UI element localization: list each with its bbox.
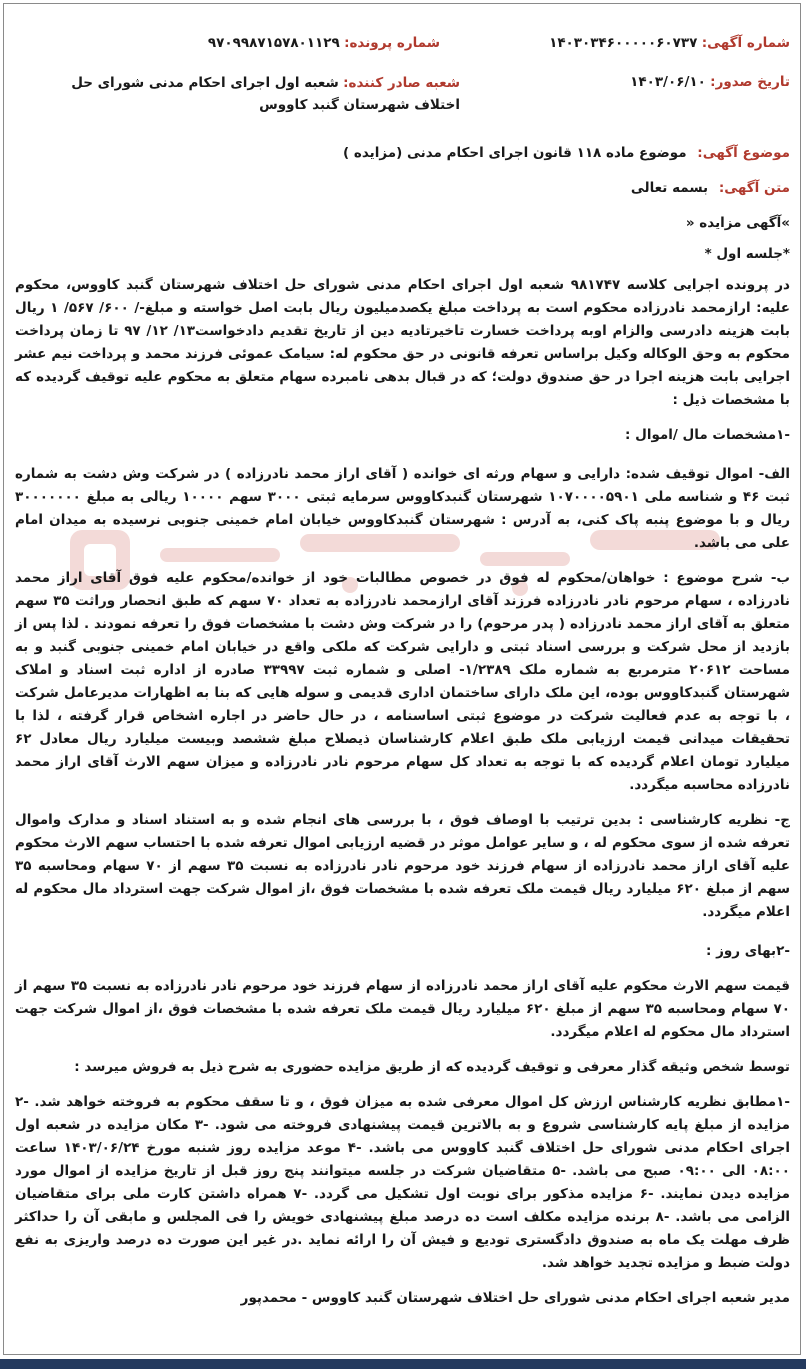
issuer-row (40, 72, 460, 116)
issuer-label: شعبه صادر کننده: (343, 75, 460, 91)
subject-text: موضوع ماده ۱۱۸ قانون اجرای احکام مدنی (مزایده ) (343, 145, 687, 161)
section2-title: -۲بهای روز : (705, 943, 790, 959)
body-intro-row (15, 177, 790, 200)
issue-date-label: تاریخ صدور: (710, 74, 790, 90)
issue-date-row (630, 72, 790, 92)
body-intro-label: متن آگهی: (718, 180, 790, 196)
notice-title: »آگهی مزایده « (685, 215, 790, 231)
price-paragraph: قیمت سهم الارث محکوم علیه آقای اراز محمد نادرزاده از سهام فرزند خود مرحوم نادر نادرزاده به نسبت ۳۵ سهم از ۷۰ سهام ومحاسبه ۳۵ سهم از مبلغ ۶۲۰ میلیارد ریال قیمت ملک تعرفه شده با مشخصات فوق ،از اموال شرکت جهت استرداد مال محکوم له اعلام میگردد. (15, 978, 791, 1040)
paragraph-jim: ج- نظریه کارشناسی : بدین ترتیب با اوصاف فوق ، با بررسی های انجام شده و به استناد اسناد و مدارک واموال تعرفه شده از سوی محکوم له ، و سایر عوامل موثر در قضیه ارزیابی اموال تعرفه شده با احتساب سهم الارث محکوم علیه آقای اراز محمد نادرزاده از سهام فرزند خود مرحوم نادر نادرزاده به نسبت ۳۵ سهم از ۷۰ سهام ومحاسبه ۳۵ سهم از مبلغ ۶۲۰ میلیارد ریال قیمت ملک تعرفه شده با مشخصات فوق ،از اموال شرکت جهت استرداد مال محکوم له اعلام میگردد. (15, 812, 790, 920)
intro-paragraph: در پرونده اجرایی کلاسه ۹۸۱۷۴۷ شعبه اول اجرای احکام مدنی شورای حل اختلاف شهرستان گنبد کاووس، محکوم علیه: ارازمحمد نادرزاده محکوم است به پرداخت مبلغ یکصدمیلیون ریال بابت اصل خواسته و مبلغ-/ ۶۰۰/ ۵۶۷/ ۱ ریال بابت هزینه دادرسی والزام اوبه پرداخت خسارت تاخیرتادیه دین از تاریخ تقدیم دادخواست۱۳/ ۱۲/ ۹۷ تا زمان پرداخت محکوم به وحق الوکاله وکیل براساس تعرفه قانونی در حق محکوم له: سیامک عموئی فرزند محمد و پرداخت نیم عشر اجرایی بابت هزینه اجرا در حق صندوق دولت؛ که در قبال بدهی نامبرده سهام متعلق به محکوم علیه توقیف گردیده که با مشخصات ذیل : (15, 277, 791, 408)
signature-line: مدیر شعبه اجرای احکام مدنی شورای حل اختلاف شهرستان گنبد کاووس - محمدپور (240, 1290, 790, 1306)
body-intro-text: بسمه تعالی (630, 180, 709, 196)
subject-row (15, 142, 790, 165)
sale-intro: توسط شخص وثیقه گذار معرفی و توقیف گردیده که از طریق مزایده حضوری به شرح ذیل به فروش میرسد : (74, 1059, 790, 1075)
auction-terms: -۱مطابق نظریه کارشناس ارزش کل اموال معرفی شده به میزان فوق ، و تا سقف محکوم به فروخته خواهد شد. -۲ مزایده از مبلغ پایه کارشناسی شروع و به بالاترین قیمت پیشنهادی فروخته می شود. -۳ مکان مزایده در شعبه اول اجرای احکام مدنی شورای حل اختلاف گنبد کاووس می باشد. -۴ موعد مزایده روز شنبه مورخ ۱۴۰۳/۰۶/۲۴ ساعت ۰۸:۰۰ الی ۰۹:۰۰ صبح می باشد. -۵ متقاضیان شرکت در جلسه میتوانند پنج روز قبل از تاریخ مزایده از اموال مورد مزایده دیدن نمایند. -۶ مزایده مذکور برای نوبت اول تشکیل می گردد. -۷ همراه داشتن کارت ملی برای متقاضیان الزامی می باشد. -۸ برنده مزایده مکلف است ده درصد مبلغ پیشنهادی خویش را فی المجلس و مابقی آن را حداکثر ظرف مهلت یک ماه به صندوق دادگستری تودیع و فیش آن را ارائه نماید .در غیر این صورت ده درصد واریزی به نفع دولت ضبط و مزایده تجدید خواهد شد. (15, 1094, 791, 1271)
subject-label: موضوع آگهی: (697, 145, 790, 161)
notice-body (15, 142, 790, 1310)
notice-number-row (549, 33, 790, 53)
paragraph-be: ب- شرح موضوع : خواهان/محکوم له فوق در خصوص مطالبات خود از خوانده/محکوم علیه فوق آقای اراز محمد نادرزاده ، سهام مرحوم نادر نادرزاده فرزند آقای ارازمحمد نادرزاده به تعداد ۷۰ سهم که طبق انحصار وراثت ۳۵ سهم متعلق به آقای اراز محمد نادرزاده ( پدر مرحوم) را در شرکت وش دشت با مشخصات فوق را تعرفه نمودند . لذا پس از بازدید از محل شرکت و بررسی اسناد ثبتی و دارایی شرکت که ملکی واقع در خیابان امام خمینی جنوبی گنبد و به مساحت ۲۰۶۱۲ مترمربع به شماره ملک ۱/۲۳۸۹- اصلی و شماره ثبت ۳۳۹۹۷ صادره از اداره ثبت اسناد و املاک شهرستان گنبدکاووس بوده، این ملک دارای ساختمان اداری قدیمی و سوله هایی که بنا به اظهارات مدیرعامل شرکت ، با توجه به عدم فعالیت شرکت در موضوع ثبتی اساسنامه ، در حال حاضر در اجاره اشخاص قرار گرفته ، لذا با تحقیقات میدانی قیمت ارزیابی ملک طبق اعلام کارشناسان ذیصلاح مبلغ ششصد وبیست میلیارد ریال معادل ۶۲ میلیارد تومان اعلام گردیده که با توجه به تعداد کل سهام مرحوم نادر نادرزاده و میزان سهم الارث آقای اراز محمد نادرزاده محاسبه میگردد. (15, 570, 790, 793)
case-number-label: شماره پرونده: (344, 35, 440, 51)
notice-number: ۱۴۰۳۰۳۴۶۰۰۰۰۰۶۰۷۳۷ (549, 35, 698, 51)
section1-title: -۱مشخصات مال /اموال : (625, 427, 790, 443)
paragraph-alef: الف- اموال توقیف شده: دارایی و سهام ورثه ای خوانده ( آقای اراز محمد نادرزاده ) در شرکت وش دشت به شماره ثبت ۴۶ و شناسه ملی ۱۰۷۰۰۰۰۵۹۰۱ شهرستان گنبدکاووس سرمایه ثبتی ۳۰۰۰ سهم ۱۰۰۰۰ ریالی به مبلغ ۳۰۰۰۰۰۰۰ ریال و با موضوع پنبه پاک کنی، به آدرس : شهرستان گنبدکاووس خیابان امام خمینی جنوبی نرسیده به میدان امام علی می باشد. (15, 466, 790, 551)
footer-bar (0, 1359, 806, 1369)
issue-date: ۱۴۰۳/۰۶/۱۰ (630, 74, 706, 90)
case-number: ۹۷۰۹۹۸۷۱۵۷۸۰۱۱۲۹ (207, 35, 340, 51)
case-number-row (208, 33, 440, 53)
session-label: *جلسه اول * (704, 246, 790, 262)
issuer: شعبه اول اجرای احکام مدنی شورای حل اختلاف شهرستان گنبد کاووس (71, 75, 460, 113)
notice-number-label: شماره آگهی: (701, 35, 790, 51)
